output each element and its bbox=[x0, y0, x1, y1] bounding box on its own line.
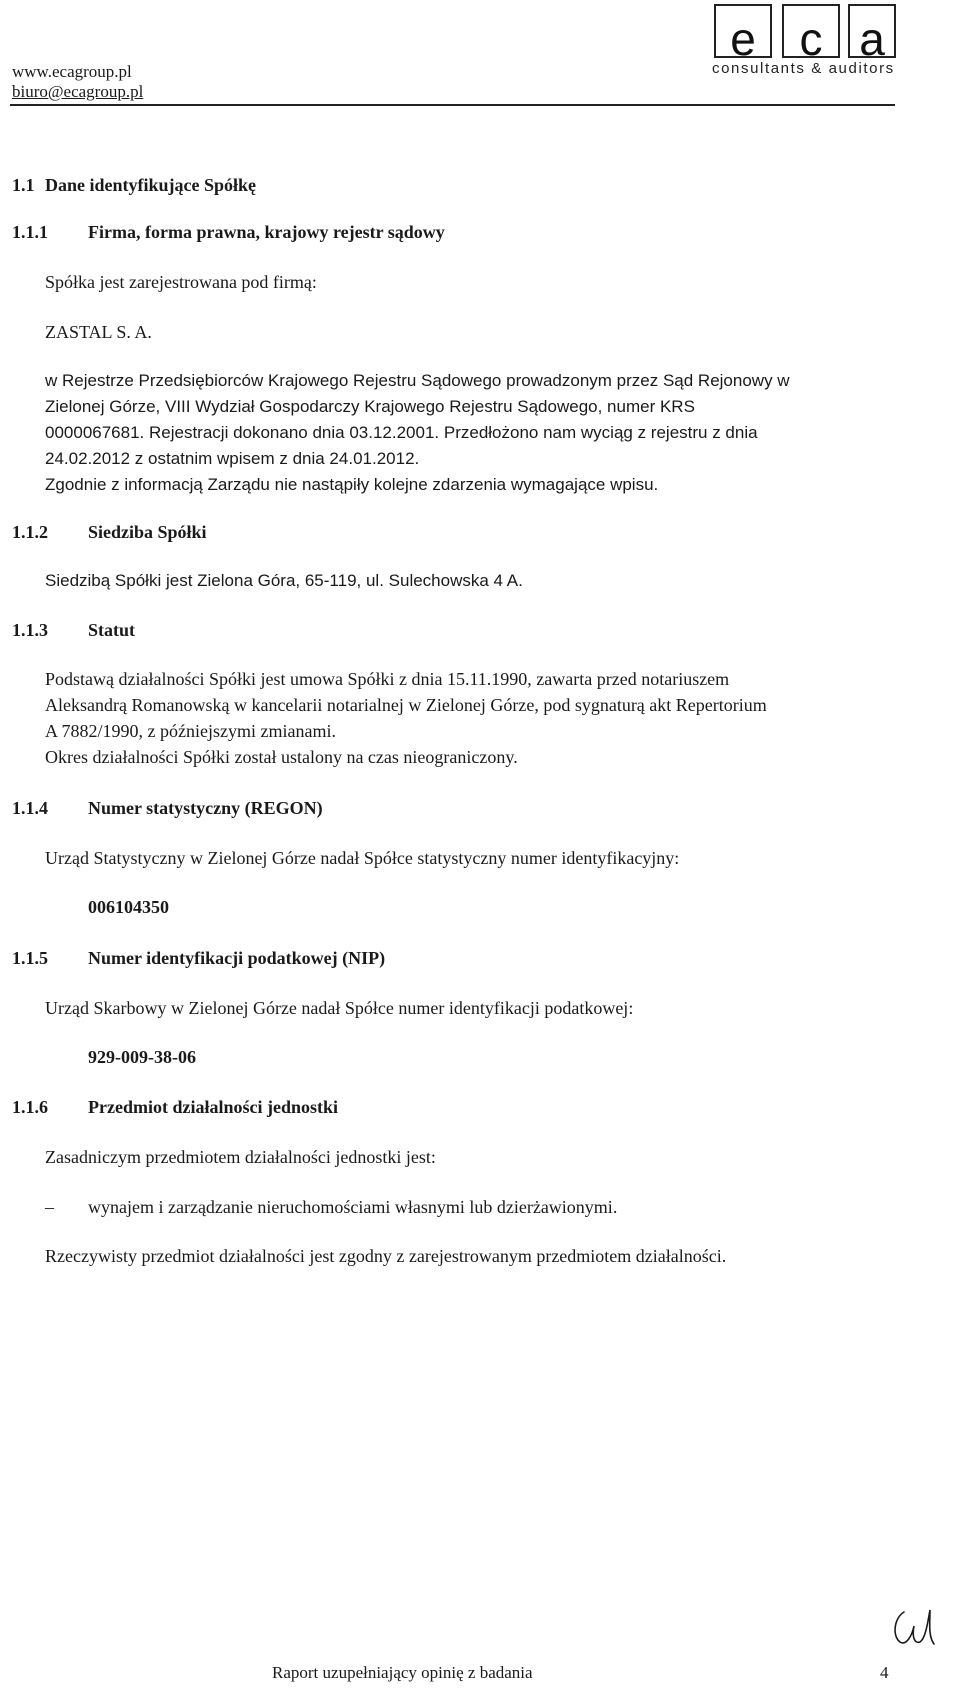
regon-number: 006104350 bbox=[88, 897, 169, 917]
statute-line: Aleksandrą Romanowską w kancelarii notarialnej w Zielonej Górze, pod sygnaturą akt Repertorium bbox=[45, 695, 767, 715]
header-website[interactable]: www.ecagroup.pl bbox=[12, 62, 132, 81]
regon-text: Urząd Statystyczny w Zielonej Górze nadał Spółce statystyczny numer identyfikacyjny: bbox=[45, 848, 680, 868]
footer-title: Raport uzupełniający opinię z badania bbox=[272, 1663, 533, 1682]
subsection-number: 1.1.2 bbox=[12, 522, 48, 542]
krs-line: w Rejestrze Przedsiębiorców Krajowego Rejestru Sądowego prowadzonym przez Sąd Rejonowy w bbox=[45, 371, 790, 390]
activity-intro: Zasadniczym przedmiotem działalności jednostki jest: bbox=[45, 1147, 436, 1167]
subsection-title: Numer identyfikacji podatkowej (NIP) bbox=[88, 948, 386, 968]
initials-signature-icon bbox=[890, 1606, 942, 1650]
nip-text: Urząd Skarbowy w Zielonej Górze nadał Spółce numer identyfikacji podatkowej: bbox=[45, 998, 634, 1018]
header-divider bbox=[10, 104, 895, 106]
statute-line: Okres działalności Spółki został ustalony na czas nieograniczony. bbox=[45, 747, 518, 767]
activity-closing: Rzeczywisty przedmiot działalności jest zgodny z zarejestrowanym przedmiotem działalności. bbox=[45, 1246, 727, 1266]
logo-letter-e: e bbox=[714, 4, 772, 58]
section-number: 1.1 bbox=[12, 175, 35, 195]
header-email[interactable]: biuro@ecagroup.pl bbox=[12, 82, 144, 101]
subsection-number: 1.1.4 bbox=[12, 798, 48, 818]
logo-letter-a: a bbox=[848, 4, 896, 58]
subsection-title: Przedmiot działalności jednostki bbox=[88, 1097, 338, 1117]
krs-line: 0000067681. Rejestracji dokonano dnia 03.12.2001. Przedłożono nam wyciąg z rejestru z dnia bbox=[45, 423, 758, 442]
subsection-number: 1.1.5 bbox=[12, 948, 48, 968]
section-title: Dane identyfikujące Spółkę bbox=[45, 175, 257, 195]
subsection-title: Siedziba Spółki bbox=[88, 522, 207, 542]
krs-line: Zgodnie z informacją Zarządu nie nastąpiły kolejne zdarzenia wymagające wpisu. bbox=[45, 475, 659, 494]
page-number: 4 bbox=[880, 1663, 889, 1682]
logo-tagline: consultants & auditors bbox=[712, 60, 895, 77]
registered-office-text: Siedzibą Spółki jest Zielona Góra, 65-119, ul. Sulechowska 4 A. bbox=[45, 571, 523, 590]
statute-line: A 7882/1990, z późniejszymi zmianami. bbox=[45, 721, 336, 741]
subsection-title: Firma, forma prawna, krajowy rejestr sądowy bbox=[88, 222, 445, 242]
subsection-title: Numer statystyczny (REGON) bbox=[88, 798, 323, 818]
krs-line: Zielonej Górze, VIII Wydział Gospodarczy Krajowego Rejestru Sądowego, numer KRS bbox=[45, 397, 695, 416]
nip-number: 929-009-38-06 bbox=[88, 1047, 196, 1067]
bullet-marker: – bbox=[45, 1197, 54, 1217]
subsection-title: Statut bbox=[88, 620, 136, 640]
subsection-number: 1.1.3 bbox=[12, 620, 48, 640]
registration-intro: Spółka jest zarejestrowana pod firmą: bbox=[45, 272, 317, 292]
statute-line: Podstawą działalności Spółki jest umowa Spółki z dnia 15.11.1990, zawarta przed notariuszem bbox=[45, 669, 730, 689]
logo-letter-c: c bbox=[782, 4, 840, 58]
subsection-number: 1.1.6 bbox=[12, 1097, 48, 1117]
company-name: ZASTAL S. A. bbox=[45, 322, 152, 342]
activity-bullet: wynajem i zarządzanie nieruchomościami własnymi lub dzierżawionymi. bbox=[88, 1197, 618, 1217]
subsection-number: 1.1.1 bbox=[12, 222, 48, 242]
krs-line: 24.02.2012 z ostatnim wpisem z dnia 24.01.2012. bbox=[45, 449, 420, 468]
